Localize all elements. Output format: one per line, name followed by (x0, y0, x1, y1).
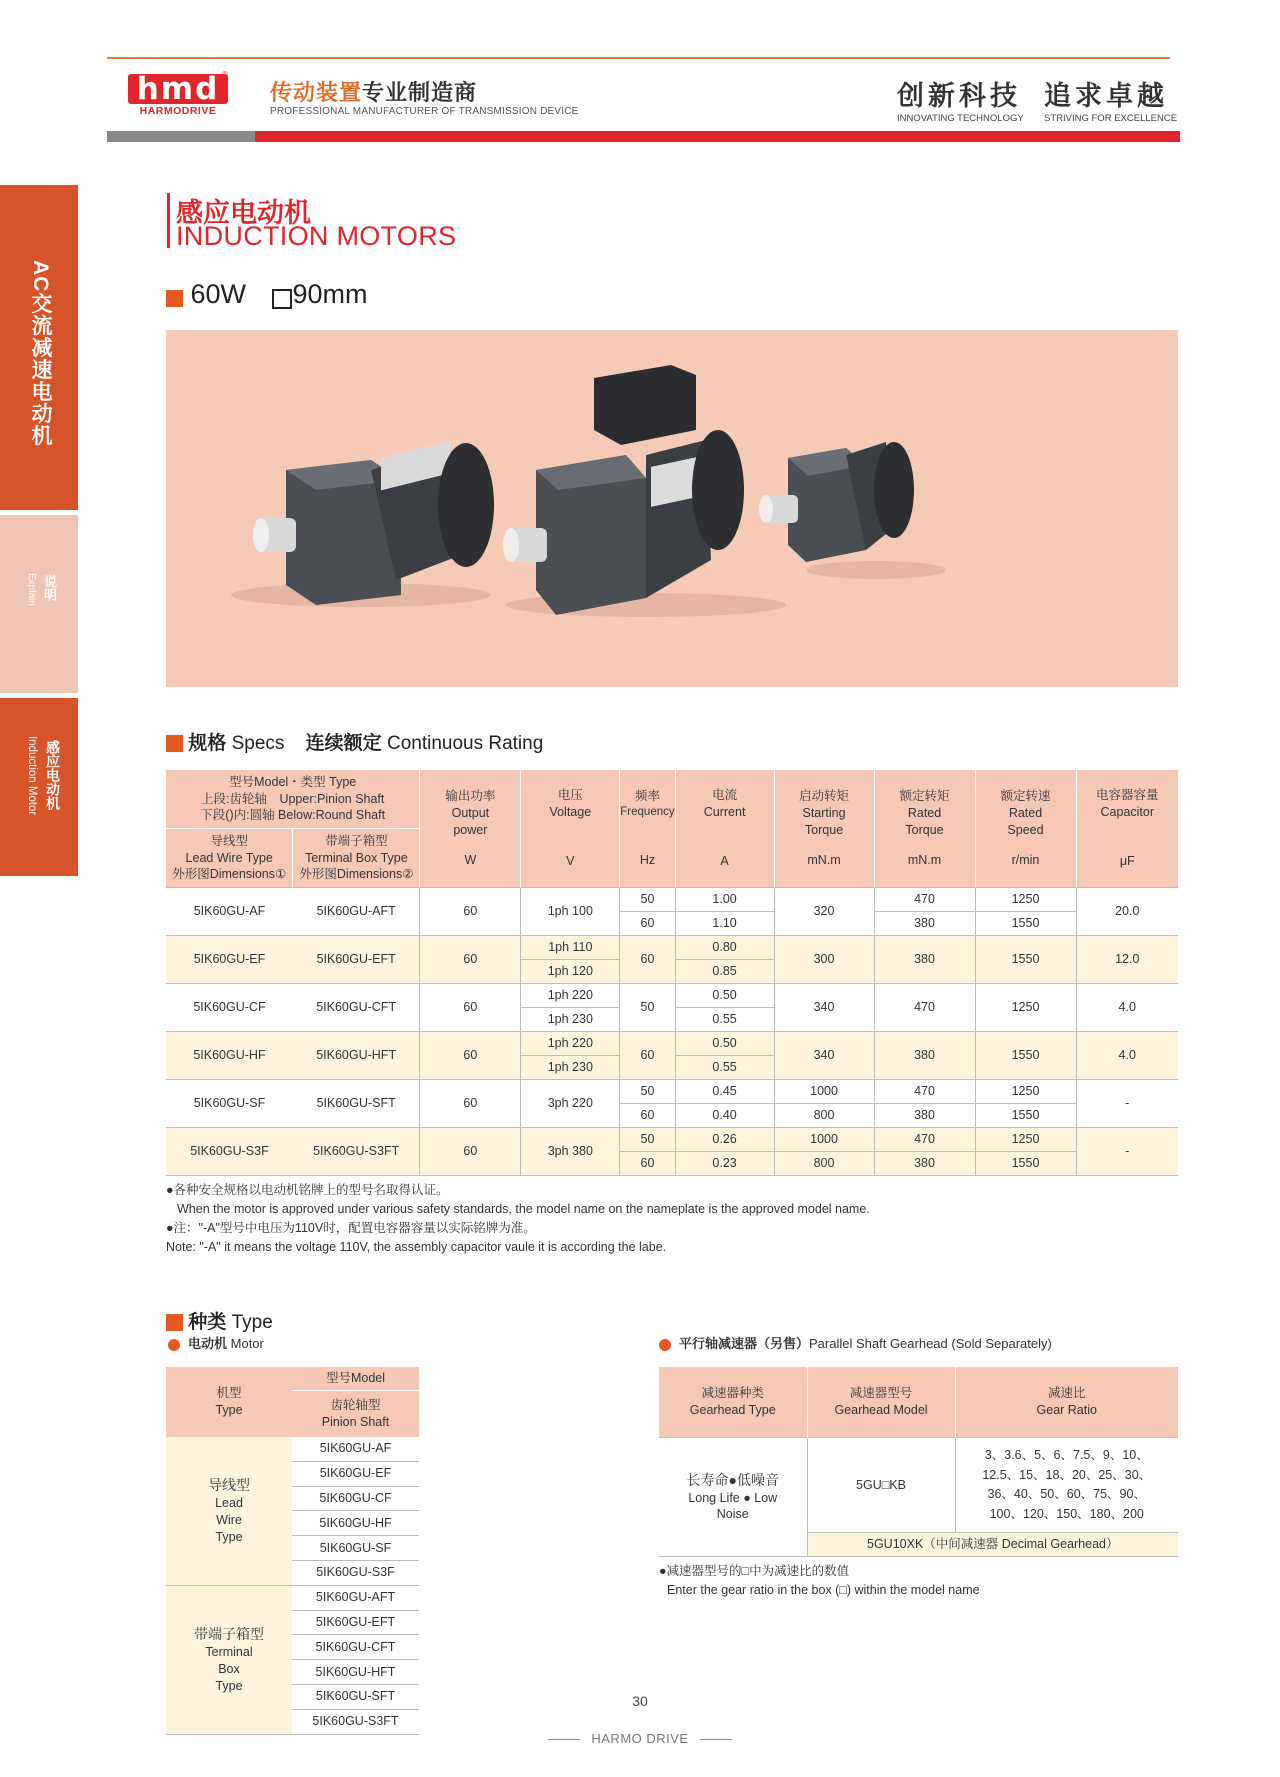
lead-wire-model: 5IK60GU-EF (166, 936, 293, 984)
rated-torque: 470 (874, 1128, 975, 1152)
capacitor: 20.0 (1076, 888, 1178, 936)
square-bullet-icon (166, 735, 183, 752)
output-power: 60 (420, 1128, 521, 1176)
product-photo-panel (166, 330, 1178, 687)
header-top-line (107, 57, 1170, 59)
side-tab-explain-en: Explain (26, 573, 37, 606)
gear-note-en: Enter the gear ratio in the box (□) within the model name (667, 1583, 980, 1597)
gearhead-table (659, 1367, 1178, 1557)
starting-torque: 340 (774, 984, 874, 1032)
slogan1-en: INNOVATING TECHNOLOGY (897, 113, 1024, 124)
current: 0.45 (675, 1080, 774, 1104)
footer-line-right (700, 1739, 732, 1740)
rated-speed: 1550 (975, 912, 1076, 936)
terminal-box-model: 5IK60GU-CFT (293, 984, 420, 1032)
rated-torque: 380 (874, 912, 975, 936)
pinion-shaft-model: 5IK60GU-HFT (292, 1660, 419, 1685)
current: 0.40 (675, 1104, 774, 1128)
logo-subtext: HARMODRIVE (139, 105, 217, 117)
frequency: 50 (620, 1128, 675, 1152)
side-tab-induction-cn: 感应电动机 (45, 740, 61, 810)
capacitor: - (1076, 1128, 1178, 1176)
spec-header-voltage: 电压 Voltage V (521, 770, 620, 888)
brand-cn-title: 传动装置专业制造商 (270, 80, 478, 105)
table-row (166, 984, 1178, 1008)
motor-photos-illustration (166, 330, 1178, 687)
pinion-shaft-model: 5IK60GU-S3FT (292, 1709, 419, 1734)
pinion-shaft-model: 5IK60GU-EFT (292, 1610, 419, 1635)
current: 0.23 (675, 1152, 774, 1176)
gear-type-cell: 长寿命●低噪音 Long Life ● Low Noise (659, 1438, 807, 1557)
terminal-box-type-rows (166, 1585, 419, 1734)
spec-table-body (166, 888, 1178, 1176)
pinion-shaft-model: 5IK60GU-AFT (292, 1585, 419, 1610)
type-category-label: Type (215, 1529, 243, 1544)
starting-torque: 800 (774, 1104, 874, 1128)
side-tab-ac-motor[interactable] (0, 185, 78, 510)
note-1-cn: ●各种安全规格以电动机铭牌上的型号名取得认证。 (166, 1183, 449, 1197)
output-power: 60 (420, 936, 521, 984)
type-category-cell (166, 1585, 292, 1734)
motor-terminal-box-image (503, 365, 786, 617)
page-title-en: INDUCTION MOTORS (176, 221, 457, 251)
type-category-label: Lead (215, 1496, 243, 1511)
voltage: 1ph 220 (521, 1032, 620, 1056)
type-category-label: Box (218, 1661, 240, 1676)
motor-lead-wire-image (231, 441, 494, 607)
rated-torque: 470 (874, 984, 975, 1032)
frequency: 50 (620, 888, 675, 912)
rated-speed: 1550 (975, 1104, 1076, 1128)
type-category-label: 导线型 (208, 1477, 250, 1494)
note-2-en: Note: "-A" it means the voltage 110V, the assembly capacitor vaule it is according the labe. (166, 1240, 667, 1254)
table-row (166, 1080, 1178, 1104)
spec-heading-power: 60W (190, 279, 246, 309)
spec-table (166, 770, 1178, 1176)
gear-decimal-row: 5GU10XK（中间减速器 Decimal Gearhead） (807, 1533, 1178, 1557)
header-bar-red (255, 131, 1180, 142)
type-category-label: Type (215, 1678, 243, 1693)
current: 0.50 (675, 984, 774, 1008)
rated-speed: 1250 (975, 984, 1076, 1032)
voltage: 1ph 220 (521, 984, 620, 1008)
table-row (166, 1585, 419, 1610)
spec-notes (166, 1181, 1166, 1257)
voltage: 1ph 230 (521, 1008, 620, 1032)
lead-wire-model: 5IK60GU-HF (166, 1032, 293, 1080)
square-bullet-icon (166, 290, 183, 307)
current: 0.80 (675, 936, 774, 960)
current: 0.50 (675, 1032, 774, 1056)
starting-torque: 320 (774, 888, 874, 936)
type-section-heading: 种类 Type (166, 1307, 273, 1334)
registered-mark: ® (222, 70, 228, 79)
terminal-box-model: 5IK60GU-SFT (293, 1080, 420, 1128)
output-power: 60 (420, 1032, 521, 1080)
brand-en-subtitle: PROFESSIONAL MANUFACTURER OF TRANSMISSION DEVICE (270, 106, 579, 117)
pinion-shaft-model: 5IK60GU-CFT (292, 1635, 419, 1660)
slogan2-cn: 追求卓越 (1044, 81, 1168, 112)
output-power: 60 (420, 984, 521, 1032)
output-power: 60 (420, 1080, 521, 1128)
spec-header-rated-speed: 额定转速 Rated Speed r/min (975, 770, 1076, 888)
spec-header-lead-wire: 导线型 Lead Wire Type 外形图Dimensions① (166, 829, 293, 888)
rated-speed: 1250 (975, 1080, 1076, 1104)
note-1-en: When the motor is approved under various safety standards, the model name on the nameplate is the approved model name. (177, 1202, 870, 1216)
pinion-shaft-model: 5IK60GU-CF (292, 1486, 419, 1511)
rated-torque: 470 (874, 1080, 975, 1104)
side-tab-ac-motor-label: AC交流减速电动机 (29, 260, 52, 447)
slogan1-cn: 创新科技 (897, 81, 1021, 112)
dot-bullet-icon (659, 1339, 671, 1351)
rated-torque: 380 (874, 936, 975, 984)
table-row (166, 888, 1178, 912)
frequency: 60 (620, 1152, 675, 1176)
specs-section-heading: 规格 Specs 连续额定 Continuous Rating (166, 728, 543, 755)
type-category-label: Terminal (205, 1644, 253, 1659)
slogan2-en: STRIVING FOR EXCELLENCE (1044, 113, 1178, 124)
lead-wire-type-rows (166, 1437, 419, 1585)
harmodrive-logo (128, 71, 228, 118)
frequency: 60 (620, 936, 675, 984)
pinion-shaft-model: 5IK60GU-S3F (292, 1560, 419, 1585)
spec-header-power: 输出功率 Output power W (420, 770, 521, 888)
side-tab-induction-motor[interactable] (0, 698, 78, 876)
frequency: 50 (620, 1080, 675, 1104)
table-row (166, 1032, 1178, 1056)
gear-header-ratio: 减速比 Gear Ratio (955, 1367, 1178, 1438)
rated-speed: 1550 (975, 1152, 1076, 1176)
starting-torque: 340 (774, 1032, 874, 1080)
side-tab-explain-cn: 说明 (42, 575, 57, 601)
side-tab-explain[interactable] (0, 515, 78, 693)
starting-torque: 1000 (774, 1080, 874, 1104)
current: 0.55 (675, 1008, 774, 1032)
dot-bullet-icon (168, 1339, 180, 1351)
type-header-pinion: 齿轮轴型 Pinion Shaft (292, 1391, 419, 1438)
rated-speed: 1250 (975, 1128, 1076, 1152)
lead-wire-model: 5IK60GU-CF (166, 984, 293, 1032)
gear-note-cn: ●减速器型号的□中为减速比的数值 (659, 1564, 850, 1578)
gear-notes (659, 1562, 1179, 1600)
square-bullet-icon (166, 1314, 183, 1331)
pinion-shaft-model: 5IK60GU-AF (292, 1437, 419, 1461)
spec-heading-size: 90mm (292, 279, 368, 309)
voltage: 1ph 110 (521, 936, 620, 960)
type-category-cell (166, 1437, 292, 1585)
gearhead-image (759, 442, 946, 579)
voltage: 3ph 220 (521, 1080, 620, 1128)
footer-line-left (548, 1739, 580, 1740)
table-row (166, 936, 1178, 960)
rated-torque: 380 (874, 1032, 975, 1080)
rated-torque: 380 (874, 1152, 975, 1176)
current: 1.00 (675, 888, 774, 912)
terminal-box-model: 5IK60GU-S3FT (293, 1128, 420, 1176)
table-row (166, 1128, 1178, 1152)
footer-brand: HARMO DRIVE (591, 1731, 689, 1746)
starting-torque: 800 (774, 1152, 874, 1176)
spec-header-current: 电流 Current A (675, 770, 774, 888)
rated-speed: 1550 (975, 936, 1076, 984)
type-category-label: Wire (216, 1512, 242, 1527)
voltage: 3ph 380 (521, 1128, 620, 1176)
lead-wire-model: 5IK60GU-SF (166, 1080, 293, 1128)
terminal-box-model: 5IK60GU-HFT (293, 1032, 420, 1080)
lead-wire-model: 5IK60GU-S3F (166, 1128, 293, 1176)
table-row (166, 1437, 419, 1461)
pinion-shaft-model: 5IK60GU-HF (292, 1511, 419, 1536)
gear-ratio-cell: 3、3.6、5、6、7.5、9、10、 12.5、15、18、20、25、30、 36、40、50、60、75、90、 100、120、150、180、200 (955, 1438, 1178, 1533)
current: 0.26 (675, 1128, 774, 1152)
slogan-striving (1044, 74, 1177, 124)
pinion-shaft-model: 5IK60GU-SF (292, 1536, 419, 1561)
frequency: 60 (620, 912, 675, 936)
capacitor: - (1076, 1080, 1178, 1128)
rated-torque: 470 (874, 888, 975, 912)
motor-subheading: 电动机 Motor (168, 1333, 264, 1352)
frequency: 50 (620, 984, 675, 1032)
gearhead-subheading: 平行轴减速器（另售）Parallel Shaft Gearhead (Sold Separately) (659, 1333, 1052, 1352)
output-power: 60 (420, 888, 521, 936)
rated-speed: 1250 (975, 888, 1076, 912)
spec-header-terminal-box: 带端子箱型 Terminal Box Type 外形图Dimensions② (293, 829, 420, 888)
logo-mark-text: hmd (136, 71, 220, 107)
voltage: 1ph 120 (521, 960, 620, 984)
spec-header-capacitor: 电容器容量 Capacitor μF (1076, 770, 1178, 888)
current: 1.10 (675, 912, 774, 936)
voltage: 1ph 100 (521, 888, 620, 936)
pinion-shaft-model: 5IK60GU-SFT (292, 1684, 419, 1709)
page-title-cn: 感应电动机 (176, 198, 311, 228)
square-outline-icon (272, 289, 292, 309)
spec-header-model: 型号Model・类型 Type 上段:齿轮轴 Upper:Pinion Shaft 下段()内:圆轴 Below:Round Shaft (166, 770, 420, 829)
capacitor: 12.0 (1076, 936, 1178, 984)
starting-torque: 300 (774, 936, 874, 984)
header-bar-grey (107, 131, 255, 142)
gear-header-type: 减速器种类 Gearhead Type (659, 1367, 807, 1438)
current: 0.55 (675, 1056, 774, 1080)
note-2-cn: ●注："-A"型号中电压为110V时，配置电容器容量以实际铭牌为准。 (166, 1221, 536, 1235)
type-category-label: 带端子箱型 (194, 1625, 264, 1642)
current: 0.85 (675, 960, 774, 984)
terminal-box-model: 5IK60GU-AFT (293, 888, 420, 936)
voltage: 1ph 230 (521, 1056, 620, 1080)
spec-header-starting-torque: 启动转矩 Starting Torque mN.m (774, 770, 874, 888)
spec-header-rated-torque: 额定转矩 Rated Torque mN.m (874, 770, 975, 888)
page-number: 30 (632, 1693, 648, 1709)
frequency: 60 (620, 1032, 675, 1080)
slogan-innovating (897, 74, 1024, 124)
title-accent-bar (167, 193, 170, 248)
lead-wire-model: 5IK60GU-AF (166, 888, 293, 936)
side-tab-induction-en: Induction Motor (26, 736, 38, 816)
motor-type-table (166, 1367, 419, 1735)
capacitor: 4.0 (1076, 984, 1178, 1032)
type-header-type: 机型 Type (166, 1367, 292, 1437)
capacitor: 4.0 (1076, 1032, 1178, 1080)
spec-header-frequency: 频率 Frequency Hz (620, 770, 675, 888)
rated-speed: 1550 (975, 1032, 1076, 1080)
pinion-shaft-model: 5IK60GU-EF (292, 1461, 419, 1486)
gear-model-cell: 5GU□KB (807, 1438, 955, 1533)
rated-torque: 380 (874, 1104, 975, 1128)
spec-heading (166, 279, 367, 310)
terminal-box-model: 5IK60GU-EFT (293, 936, 420, 984)
frequency: 60 (620, 1104, 675, 1128)
type-header-model: 型号Model (292, 1367, 419, 1391)
gear-header-model: 减速器型号 Gearhead Model (807, 1367, 955, 1438)
starting-torque: 1000 (774, 1128, 874, 1152)
